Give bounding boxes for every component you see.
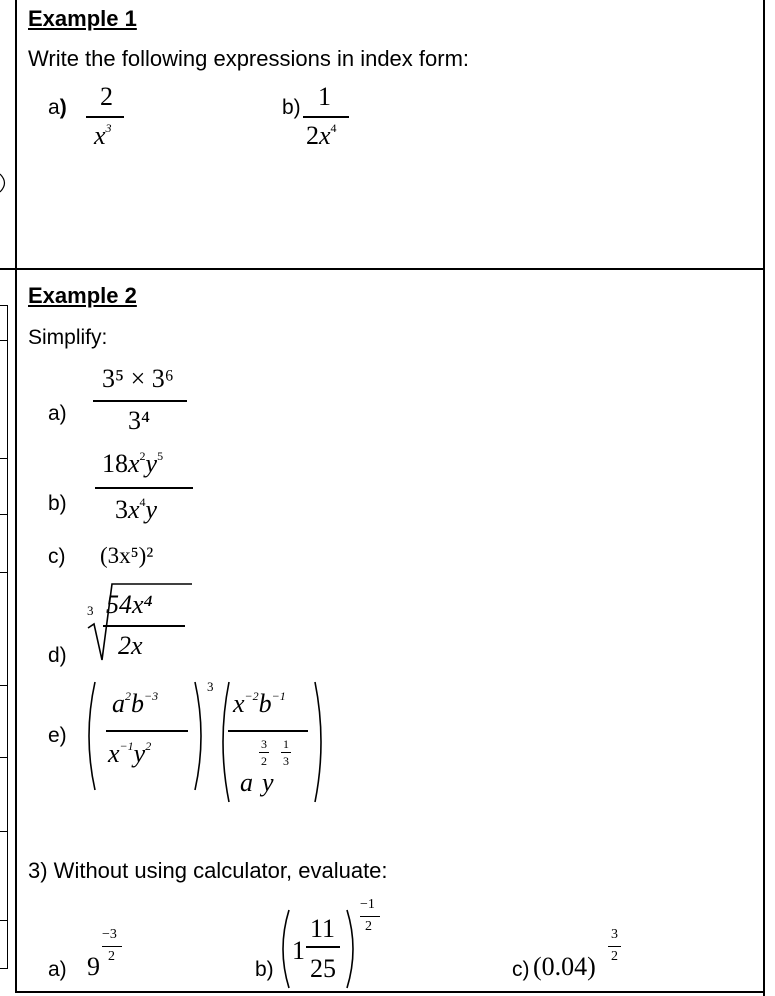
part-c-label: c) [512,958,530,981]
fraction-denominator: 2x [118,631,143,660]
right-paren-icon [192,680,208,792]
question-3-instruction: 3) Without using calculator, evaluate: [28,858,388,883]
root-index: 3 [87,603,94,618]
exponent-denominator: 2 [365,919,372,934]
part-c-label: c) [48,545,66,568]
exponent-bar [360,916,380,917]
exponent-numerator: −1 [360,897,375,912]
exponent-numerator: −3 [102,927,117,942]
fraction-denominator: 3⁴ [128,406,151,435]
fraction-numerator: 11 [310,914,336,943]
fraction-bar [103,625,185,627]
fraction-denominator: $2x^4$ [306,121,337,150]
right-paren-icon [312,680,328,804]
exponent-denominator: 2 [108,949,115,964]
part-a-label: a) [48,958,67,981]
whole-number: 1 [292,936,305,965]
part-d-label: d) [48,644,67,667]
example-2-title: Example 2 [28,283,137,308]
base: (0.04) [533,952,596,981]
right-paren-icon [344,908,360,990]
fraction-denominator: $x^3$ [94,121,112,150]
left-paren-icon [216,680,232,804]
fraction-bar [93,400,187,402]
fraction-bar [306,946,340,948]
part-a-label: a) [48,402,67,425]
grid-line-horizontal-bottom [15,991,765,993]
example-2-instruction: Simplify: [28,326,108,349]
outer-exponent: 3 [207,679,214,694]
fraction-numerator: 54x⁴ [106,590,153,619]
exponent-denominator: 2 [611,949,618,964]
grid-line-vertical-right [763,0,765,996]
exponent-bar [102,946,122,947]
fraction-bar [228,730,308,732]
exponent-numerator: 3 [611,927,618,942]
fraction-numerator: 3⁵ × 3⁶ [102,364,174,393]
expression-c: (3x⁵)² [100,543,154,568]
left-paren-icon [276,908,292,990]
exponent-bar [608,946,621,947]
left-paren-icon [82,680,98,792]
fraction-numerator: 1 [318,82,331,111]
part-a-label: a [48,96,60,119]
part-b-label: b) [282,96,301,119]
grid-line-horizontal-mid [0,268,765,270]
part-b-label: b) [48,492,67,515]
fraction-denominator: 25 [310,954,336,983]
base: 9 [87,952,100,981]
arrow-fragment-icon [0,172,10,194]
fraction-bar [86,116,124,118]
grid-line-vertical-left [15,0,17,992]
fraction-numerator: $x^{-2}b^{-1}$ [233,689,286,718]
fraction-numerator: $18x^2y^5$ [102,449,164,478]
fraction-numerator: 2 [100,82,113,111]
fraction-denominator: $x^{-1}y^2$ [108,739,152,768]
example-1-instruction: Write the following expressions in index form: [28,46,470,71]
part-b-label: b) [255,958,274,981]
fraction-denominator: $3x^4y$ [115,495,158,524]
example-1-title: Example 1 [28,6,137,31]
fraction-bar [303,116,349,118]
part-e-label: e) [48,724,67,747]
fraction-bar [106,730,188,732]
fraction-bar [95,487,193,489]
fraction-numerator: $a^2b^{-3}$ [112,689,159,718]
